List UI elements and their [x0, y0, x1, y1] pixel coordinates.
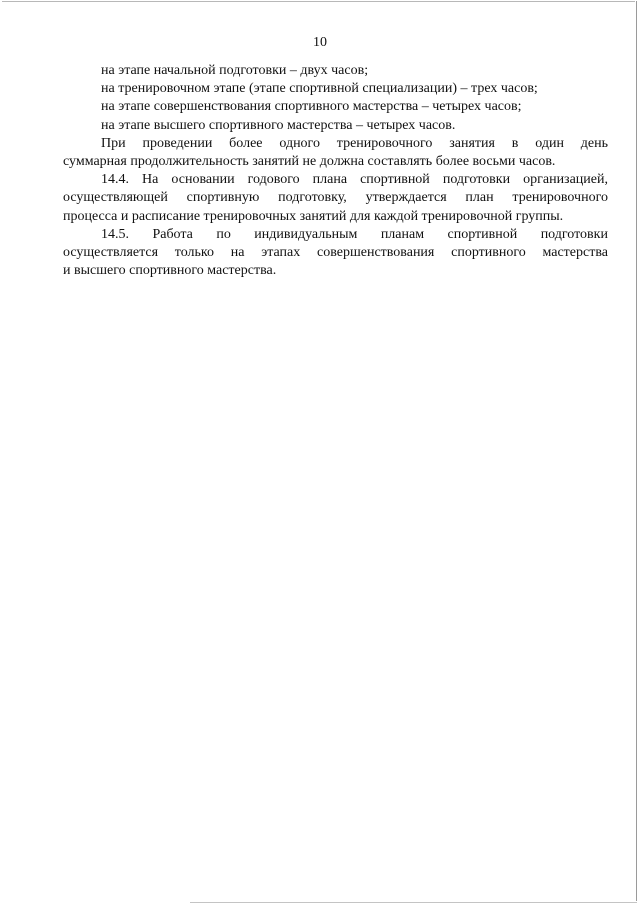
paragraph-last-line: и высшего спортивного мастерства.	[63, 263, 277, 279]
paragraph-last-line: суммарная продолжительность занятий не должна составлять более восьми часов.	[63, 154, 556, 170]
word: индивидуальным	[254, 226, 358, 242]
paragraph-line: осуществляющей спортивную подготовку, утверждается план тренировочного	[63, 190, 608, 206]
text-line: на этапе совершенствования спортивного мастерства – четырех часов;	[101, 99, 522, 115]
paragraph-first-line: При проведении более одного тренировочного занятия в один день	[101, 135, 608, 151]
word: по	[216, 226, 231, 242]
text-line: на этапе высшего спортивного мастерства – четырех часов.	[101, 117, 456, 133]
paragraph-line: осуществляется только на этапах совершенствования спортивного мастерства	[63, 245, 608, 261]
word: подготовки	[540, 226, 608, 242]
clause-number: 14.5.	[101, 226, 129, 242]
page-number: 10	[313, 35, 327, 50]
word: спортивной	[447, 226, 518, 242]
scan-edge-top	[2, 1, 635, 2]
text-line: на этапе начальной подготовки – двух часов;	[101, 63, 369, 78]
document-body	[63, 62, 608, 280]
text-line: на тренировочном этапе (этапе спортивной специализации) – трех часов;	[101, 81, 538, 97]
paragraph-first-line: 14.4. На основании годового плана спортивной подготовки организацией,	[101, 172, 608, 188]
paragraph-first-line	[63, 226, 608, 244]
paragraph-last-line: процесса и расписание тренировочных занятий для каждой тренировочной группы.	[63, 208, 564, 224]
scan-edge-right	[636, 1, 637, 901]
scan-edge-bottom	[190, 902, 637, 903]
word: Работа	[152, 226, 193, 242]
word: планам	[380, 226, 425, 242]
